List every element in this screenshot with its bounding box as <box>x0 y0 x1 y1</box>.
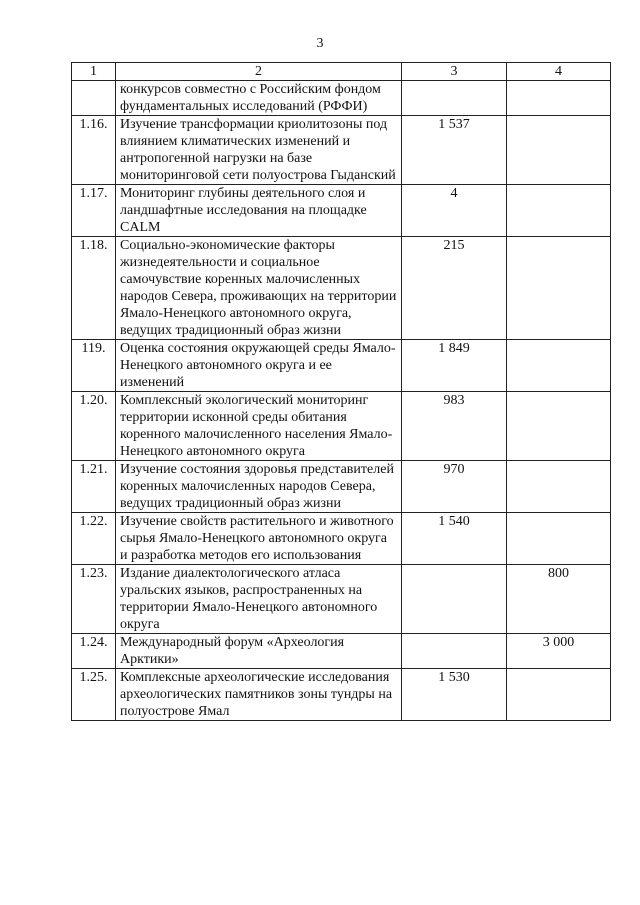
table-row <box>72 565 611 634</box>
row-title: Оценка состояния окружающей среды Ямало-Ненецкого автономного округа и ее изменений <box>116 340 402 392</box>
row-number: 1.16. <box>72 116 116 185</box>
row-value-col3: 1 540 <box>402 513 507 565</box>
row-title: Изучение трансформации криолитозоны под влиянием климатических изменений и антропогенной нагрузки на базе мониторинговой сети полуострова Гыданский <box>116 116 402 185</box>
row-value-col3: 1 530 <box>402 669 507 721</box>
row-value-col3: 1 537 <box>402 116 507 185</box>
table-row <box>72 392 611 461</box>
row-value-col3: 970 <box>402 461 507 513</box>
row-number: 1.22. <box>72 513 116 565</box>
row-value-col4 <box>507 116 611 185</box>
row-title: Мониторинг глубины деятельного слоя и ландшафтные исследования на площадке CALM <box>116 185 402 237</box>
row-number: 1.21. <box>72 461 116 513</box>
row-value-col4 <box>507 513 611 565</box>
row-value-col4: 800 <box>507 565 611 634</box>
column-header-2: 2 <box>116 63 402 81</box>
row-value-col3: 1 849 <box>402 340 507 392</box>
row-value-col4 <box>507 340 611 392</box>
row-value-col4 <box>507 669 611 721</box>
column-header-3: 3 <box>402 63 507 81</box>
row-value-col3: 983 <box>402 392 507 461</box>
row-number <box>72 81 116 116</box>
row-value-col4 <box>507 392 611 461</box>
row-value-col4 <box>507 185 611 237</box>
column-header-1: 1 <box>72 63 116 81</box>
row-title: Комплексные археологические исследования археологических памятников зоны тундры на полуострове Ямал <box>116 669 402 721</box>
table-row <box>72 461 611 513</box>
table-row <box>72 116 611 185</box>
column-header-4: 4 <box>507 63 611 81</box>
table-row <box>72 669 611 721</box>
row-value-col3 <box>402 634 507 669</box>
row-number: 1.25. <box>72 669 116 721</box>
row-number: 1.23. <box>72 565 116 634</box>
row-title: Изучение свойств растительного и животного сырья Ямало-Ненецкого автономного округа и разработка методов его использования <box>116 513 402 565</box>
table-row <box>72 81 611 116</box>
row-value-col3: 4 <box>402 185 507 237</box>
row-number: 119. <box>72 340 116 392</box>
row-title: конкурсов совместно с Российским фондом фундаментальных исследований (РФФИ) <box>116 81 402 116</box>
table-row <box>72 340 611 392</box>
row-value-col3 <box>402 81 507 116</box>
row-title: Издание диалектологического атласа уральских языков, распространенных на территории Ямало-Ненецкого автономного округа <box>116 565 402 634</box>
table-row <box>72 513 611 565</box>
row-value-col3 <box>402 565 507 634</box>
table-row <box>72 185 611 237</box>
row-title: Социально-экономические факторы жизнедеятельности и социальное самочувствие коренных малочисленных народов Севера, проживающих на территории Ямало-Ненецкого автономного округа, ведущих традиционный образ жизни <box>116 237 402 340</box>
row-number: 1.17. <box>72 185 116 237</box>
row-title: Комплексный экологический мониторинг территории исконной среды обитания коренного малочисленного населения Ямало-Ненецкого автономного округа <box>116 392 402 461</box>
data-table <box>71 62 611 721</box>
header-row <box>72 63 611 81</box>
page-number: 3 <box>316 36 324 51</box>
row-number: 1.20. <box>72 392 116 461</box>
row-number: 1.24. <box>72 634 116 669</box>
row-value-col4 <box>507 81 611 116</box>
table-row <box>72 634 611 669</box>
row-value-col4 <box>507 461 611 513</box>
table-row <box>72 237 611 340</box>
row-number: 1.18. <box>72 237 116 340</box>
row-value-col4: 3 000 <box>507 634 611 669</box>
row-title: Международный форум «Археология Арктики» <box>116 634 402 669</box>
row-value-col3: 215 <box>402 237 507 340</box>
row-value-col4 <box>507 237 611 340</box>
row-title: Изучение состояния здоровья представителей коренных малочисленных народов Севера, ведущих традиционный образ жизни <box>116 461 402 513</box>
